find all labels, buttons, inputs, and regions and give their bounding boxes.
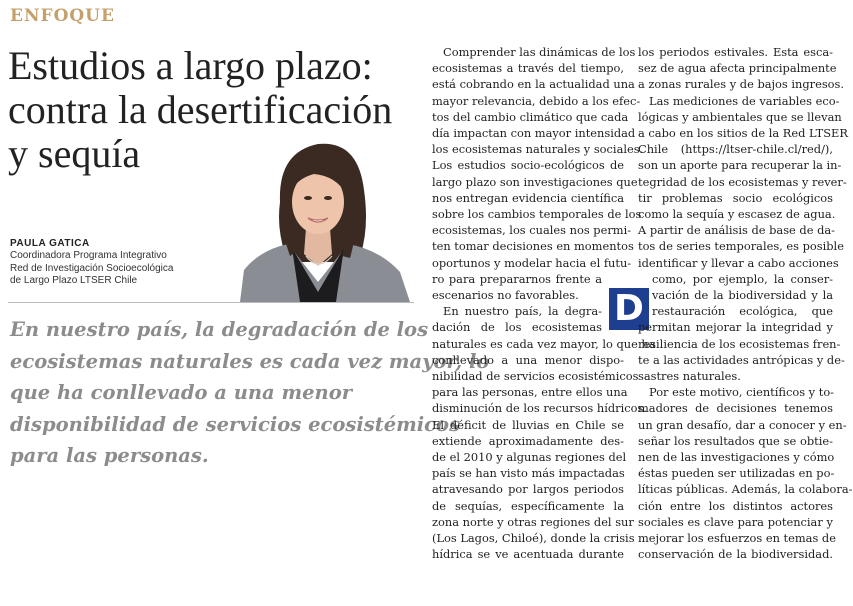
text-line: identificar y llevar a cabo acciones	[638, 255, 839, 270]
author-portrait-illustration	[240, 132, 412, 302]
text-line: mayor relevancia, debido a los efec-	[432, 93, 641, 108]
text-line: atravesando por largos periodos	[432, 482, 624, 497]
article-column-2	[638, 44, 853, 563]
text-line: nibilidad de servicios ecosistémicos	[432, 369, 639, 384]
text-line: ro para prepararnos frente a	[432, 271, 602, 286]
text-line: largo plazo son investigaciones que	[432, 174, 638, 189]
text-line: ten tomar decisiones en momentos	[432, 239, 634, 254]
pullquote-line: disponibilidad de servicios ecosistémicos	[10, 412, 461, 436]
text-line: está cobrando en la actualidad una	[432, 77, 635, 92]
section-tag: ENFOQUE	[10, 6, 115, 26]
text-line: tegridad de los ecosistemas y rever-	[638, 174, 847, 189]
text-line: restauración ecológica, que	[652, 304, 833, 319]
text-line: ecosistemas a través del tiempo,	[432, 61, 624, 76]
author-role-line: de Largo Plazo LTSER Chile	[10, 275, 138, 286]
text-line: tos del cambio climático que cada	[432, 109, 629, 124]
text-line: para las personas, entre ellos una	[432, 385, 628, 400]
article-column-1	[432, 44, 656, 563]
text-line: En nuestro país, la degra-	[443, 304, 602, 319]
text-line: sobre los cambios temporales de los	[432, 207, 642, 222]
pullquote-line: para las personas.	[10, 444, 209, 467]
text-line: lógicas y ambientales que se llevan	[638, 109, 842, 124]
author-name: PAULA GATICA	[10, 238, 90, 249]
text-line: naturales es cada vez mayor, lo que ha	[432, 336, 656, 351]
text-line: El déficit de lluvias en Chile se	[432, 417, 624, 432]
text-line: Los estudios socio-ecológicos de	[432, 158, 624, 173]
pullquote-line: que ha conllevado a una menor	[10, 381, 352, 404]
text-line: nen de las investigaciones y cómo	[638, 450, 835, 465]
text-line: hídrica se ve acentuada durante	[432, 547, 624, 562]
text-line: zona norte y otras regiones del sur	[432, 514, 634, 529]
text-line: a zonas rurales y de bajos ingresos.	[638, 77, 845, 92]
text-line: conservación de la biodiversidad.	[638, 547, 833, 562]
headline-line: Estudios a largo plazo:	[8, 43, 373, 88]
drop-cap: D	[609, 288, 649, 330]
text-line: ecosistemas, los cuales nos permi-	[432, 223, 632, 238]
text-line: escenarios no favorables.	[432, 288, 579, 303]
text-line: dación de los ecosistemas	[432, 320, 602, 335]
text-line: de el 2010 y algunas regiones del	[432, 450, 627, 465]
text-line: sez de agua afecta principalmente	[638, 61, 837, 76]
text-line: madores de decisiones tenemos	[638, 401, 833, 416]
text-line: nos entregan evidencia científica	[432, 190, 624, 205]
headline-line: contra la desertificación	[8, 87, 393, 132]
text-line: conllevado a una menor dispo-	[432, 352, 624, 367]
text-line: disminución de los recursos hídricos.	[432, 401, 647, 416]
text-line: Las mediciones de variables eco-	[649, 93, 840, 108]
text-line: Por este motivo, científicos y to-	[649, 385, 835, 400]
text-line: de sequías, específicamente la	[432, 498, 624, 513]
author-photo	[240, 132, 412, 302]
text-line: ción entre los distintos actores	[638, 498, 833, 513]
text-line: permitan mejorar la integridad y	[638, 320, 833, 335]
text-line: como la sequía y escasez de agua.	[638, 207, 836, 222]
text-line: país se han visto más impactadas	[432, 466, 625, 481]
text-line: A partir de análisis de base de da-	[638, 223, 836, 238]
text-line: tir problemas socio ecológicos	[638, 190, 833, 205]
author-role-line: Red de Investigación Socioecológica	[10, 262, 174, 274]
text-line: señar los resultados que se obtie-	[638, 433, 833, 448]
author-block	[10, 237, 250, 288]
text-line: oportunos y modelar hacia el futu-	[432, 255, 632, 270]
text-line: como, por ejemplo, la conser-	[652, 271, 833, 286]
text-line: los periodos estivales. Esta esca-	[638, 45, 833, 59]
text-line: extiende aproximadamente des-	[432, 433, 624, 448]
text-line: tos de series temporales, es posible	[638, 239, 844, 254]
text-line: te a las actividades antrópicas y de-	[638, 352, 845, 367]
text-line: Chile (https://ltser-chile.cl/red/),	[638, 142, 833, 157]
pullquote-line: ecosistemas naturales es cada vez mayor, lo	[10, 349, 490, 373]
author-role	[10, 250, 250, 288]
text-line: los ecosistemas naturales y sociales.	[432, 142, 644, 157]
divider	[8, 302, 414, 303]
headline-line: y sequía	[8, 131, 141, 176]
text-line: resiliencia de los ecosistemas fren-	[638, 336, 841, 351]
author-role-line: Coordinadora Programa Integrativo	[10, 250, 167, 261]
pullquote	[10, 314, 490, 472]
text-line: vación de la biodiversidad y la	[652, 288, 833, 303]
text-line: líticas públicas. Además, la colabora-	[638, 482, 853, 497]
pullquote-line: En nuestro país, la degradación de los	[10, 318, 429, 341]
text-line: a cabo en los sitios de la Red LTSER	[638, 126, 848, 141]
text-line: son un aporte para recuperar la in-	[638, 158, 842, 173]
text-line: día impactan con mayor intensidad	[432, 126, 636, 141]
text-line: mejorar los esfuerzos en temas de	[638, 531, 836, 546]
text-line: (Los Lagos, Chiloé), donde la crisis	[432, 531, 635, 546]
text-line: éstas pueden ser utilizadas en po-	[638, 466, 835, 481]
text-line: Comprender las dinámicas de los	[443, 45, 636, 59]
text-line: sociales es clave para potenciar y	[638, 514, 833, 529]
text-line: sastres naturales.	[638, 369, 741, 384]
text-line: un gran desafío, dar a conocer y en-	[638, 417, 847, 432]
